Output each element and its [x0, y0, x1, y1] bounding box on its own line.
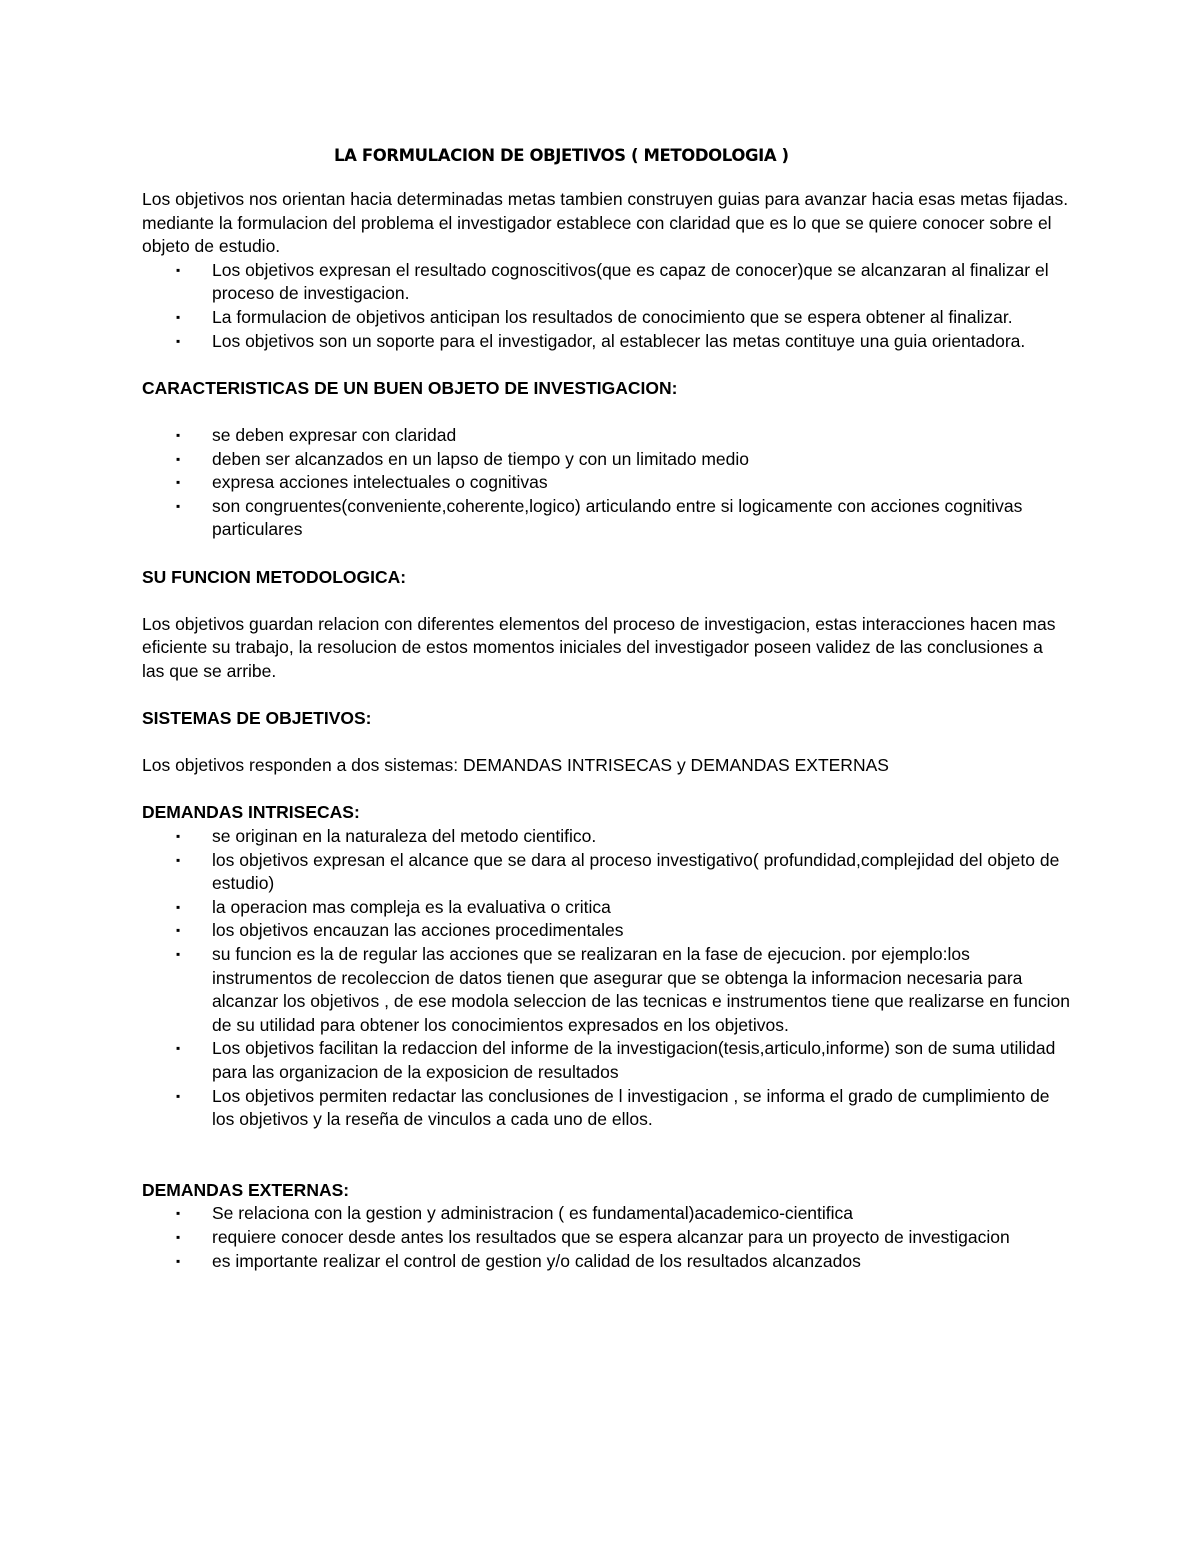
list-item-text: Se relaciona con la gestion y administracion ( es fundamental)academico-cientifica: [212, 1203, 854, 1224]
list-item-text: su funcion es la de regular las acciones que se realizaran en la fase de ejecucion. por ejemplo:los instrumentos de recoleccion de datos tienen que asegurar que se obtenga la informacion necesaria para alcanzar los objetivos , de ese modola seleccion de las tecnicas e instrumentos tiene que realizarse en funcion de su utilidad para obtener los conocimientos expresados en los objetivos.: [212, 944, 1070, 1035]
bullet-icon: ▪: [176, 309, 181, 324]
bullet-icon: ▪: [176, 829, 181, 844]
spacer: [142, 683, 1070, 707]
list-item-text: Los objetivos expresan el resultado cognoscitivos(que es capaz de conocer)que se alcanzaran al finalizar el proceso de investigacion.: [212, 259, 1049, 304]
bullet-icon: ▪: [176, 333, 181, 348]
intrisecas-bullet-list: [142, 825, 1070, 1132]
bullet-icon: ▪: [176, 852, 181, 867]
list-item-text: son congruentes(conveniente,coherente,logico) articulando entre si logicamente con acciones cognitivas particulares: [212, 495, 1023, 540]
list-item: [142, 448, 1070, 472]
list-item-text: Los objetivos facilitan la redaccion del informe de la investigacion(tesis,articulo,informe) son de suma utilidad para las organizacion de la exposicion de resultados: [212, 1038, 1056, 1082]
sistemas-paragraph: Los objetivos responden a dos sistemas: DEMANDAS INTRISECAS y DEMANDAS EXTERNAS: [142, 755, 889, 776]
bullet-icon: ▪: [176, 947, 181, 961]
spacer: [142, 542, 1070, 566]
list-item-text: los objetivos expresan el alcance que se dara al proceso investigativo( profundidad,complejidad del objeto de estudio): [212, 849, 1060, 894]
list-item: [142, 424, 1070, 448]
funcion-paragraph: Los objetivos guardan relacion con diferentes elementos del proceso de investigacion, estas interacciones hacen mas eficiente su trabajo, la resolucion de estos momentos iniciales del investigador poseen validez de las conclusiones a las que se arribe.: [142, 613, 1056, 681]
spacer: [142, 589, 1070, 613]
list-item-text: se deben expresar con claridad: [212, 424, 457, 445]
list-item: [142, 943, 1070, 1037]
bullet-icon: ▪: [176, 1041, 181, 1056]
list-item-text: la operacion mas compleja es la evaluativa o critica: [212, 896, 611, 917]
caracteristicas-bullet-list: [142, 424, 1070, 542]
list-item-text: Los objetivos son un soporte para el investigador, al establecer las metas contituye una guia orientadora.: [212, 330, 1026, 351]
bullet-icon: ▪: [176, 1088, 181, 1103]
list-item: [142, 1226, 1070, 1250]
list-item: [142, 919, 1070, 943]
list-item-text: se originan en la naturaleza del metodo cientifico.: [212, 826, 597, 847]
spacer: [142, 778, 1070, 802]
spacer: [142, 731, 1070, 755]
list-item: [142, 1202, 1070, 1226]
list-item: [142, 1037, 1070, 1084]
list-item: [142, 825, 1070, 849]
document-title: LA FORMULACION DE OBJETIVOS ( METODOLOGIA ): [334, 146, 789, 165]
list-item-text: los objetivos encauzan las acciones procedimentales: [212, 920, 624, 941]
bullet-icon: ▪: [176, 427, 181, 442]
list-item-text: requiere conocer desde antes los resultados que se espera alcanzar para un proyecto de investigacion: [212, 1226, 1010, 1247]
section-heading-funcion: SU FUNCION METODOLOGICA:: [142, 566, 407, 587]
intro-paragraph-2: mediante la formulacion del problema el investigador establece con claridad que es lo que se quiere conocer sobre el objeto de estudio.: [142, 212, 1052, 257]
list-item-text: Los objetivos permiten redactar las conclusiones de l investigacion , se informa el grado de cumplimiento de los objetivos y la reseña de vinculos a cada uno de ellos.: [212, 1085, 1050, 1130]
list-item: [142, 259, 1070, 306]
list-item: [142, 1250, 1070, 1274]
bullet-icon: ▪: [176, 1253, 181, 1268]
list-item-text: deben ser alcanzados en un lapso de tiempo y con un limitado medio: [212, 448, 750, 469]
spacer: [142, 400, 1070, 424]
spacer: [142, 1132, 1070, 1179]
bullet-icon: ▪: [176, 475, 181, 490]
list-item: [142, 495, 1070, 542]
section-heading-sistemas: SISTEMAS DE OBJETIVOS:: [142, 708, 372, 729]
section-heading-intrisecas: DEMANDAS INTRISECAS:: [142, 802, 360, 823]
list-item: [142, 330, 1070, 354]
list-item: [142, 849, 1070, 896]
list-item: [142, 896, 1070, 920]
list-item: [142, 471, 1070, 495]
intro-paragraph-1: Los objetivos nos orientan hacia determinadas metas tambien construyen guias para avanzar hacia esas metas fijadas.: [142, 189, 1069, 209]
bullet-icon: ▪: [176, 899, 181, 914]
spacer: [142, 353, 1070, 377]
bullet-icon: ▪: [176, 1206, 181, 1221]
externas-bullet-list: [142, 1202, 1070, 1273]
section-heading-caracteristicas: CARACTERISTICAS DE UN BUEN OBJETO DE INVESTIGACION:: [142, 377, 678, 398]
list-item-text: es importante realizar el control de gestion y/o calidad de los resultados alcanzados: [212, 1250, 861, 1271]
list-item-text: expresa acciones intelectuales o cognitivas: [212, 472, 548, 493]
list-item: [142, 1085, 1070, 1132]
intro-bullet-list: [142, 259, 1070, 353]
bullet-icon: ▪: [176, 498, 181, 513]
section-heading-externas: DEMANDAS EXTERNAS:: [142, 1179, 350, 1200]
document-page: [142, 144, 1070, 1273]
bullet-icon: ▪: [176, 1229, 181, 1244]
bullet-icon: ▪: [176, 923, 181, 938]
list-item: [142, 306, 1070, 330]
bullet-icon: ▪: [176, 262, 181, 277]
list-item-text: La formulacion de objetivos anticipan los resultados de conocimiento que se espera obtener al finalizar.: [212, 306, 1013, 327]
bullet-icon: ▪: [176, 451, 181, 466]
